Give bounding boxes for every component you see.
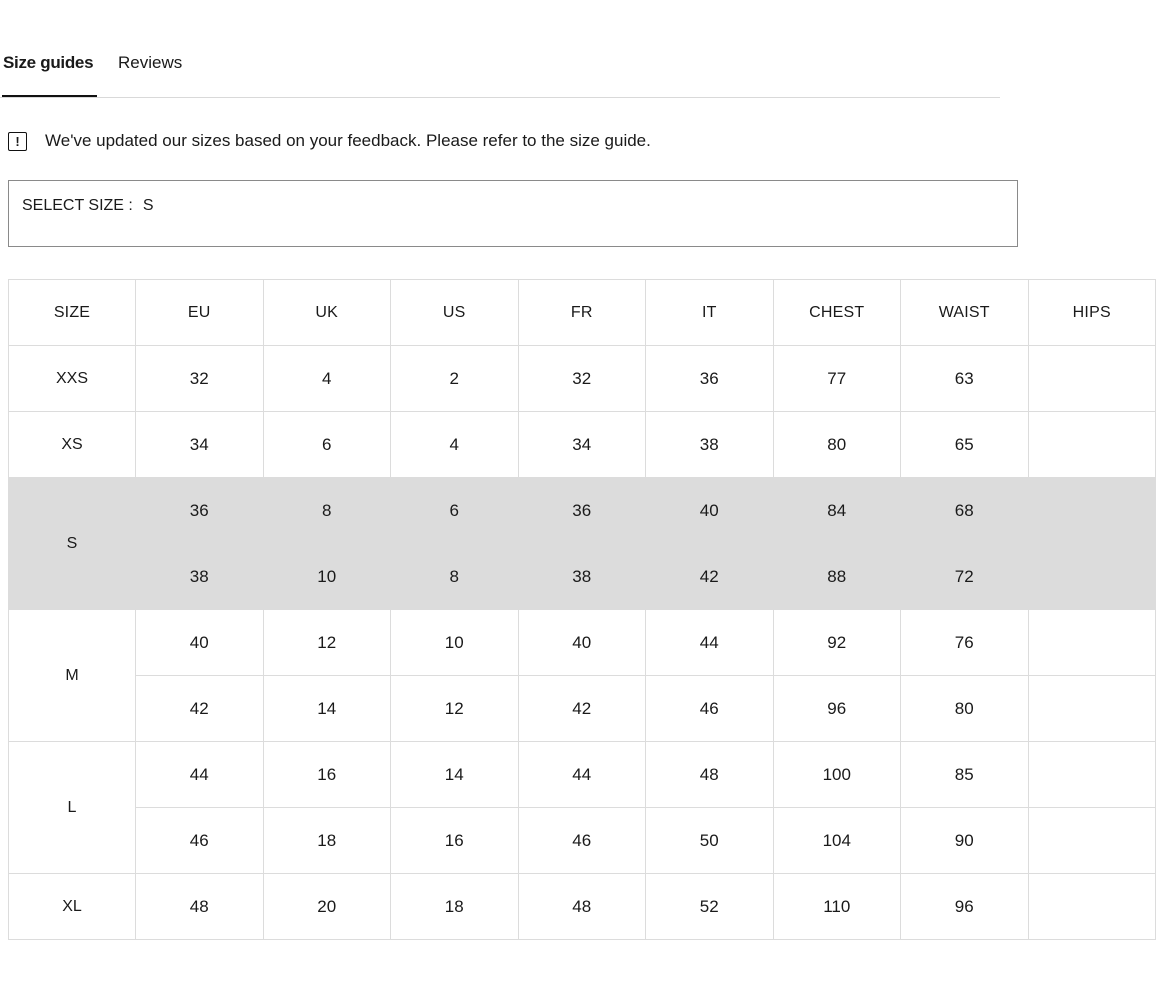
size-update-notice: [8, 129, 651, 153]
table-cell-eu: 32: [136, 346, 264, 412]
table-cell-fr: 42: [518, 676, 646, 742]
exclamation-icon: !: [8, 132, 27, 151]
table-cell-it: 42: [646, 544, 774, 610]
table-cell-us: 2: [391, 346, 519, 412]
table-cell-chest: 96: [773, 676, 901, 742]
table-cell-it: 38: [646, 412, 774, 478]
table-cell-chest: 84: [773, 478, 901, 544]
table-cell-hips: [1028, 742, 1156, 808]
table-cell-us: 4: [391, 412, 519, 478]
table-row: [9, 478, 1156, 544]
table-cell-fr: 36: [518, 478, 646, 544]
table-cell-eu: 42: [136, 676, 264, 742]
table-cell-uk: 8: [263, 478, 391, 544]
size-label-cell: S: [9, 478, 136, 610]
table-cell-waist: 80: [901, 676, 1029, 742]
table-cell-eu: 36: [136, 478, 264, 544]
column-header-waist: WAIST: [901, 280, 1029, 346]
table-row: [9, 610, 1156, 676]
table-cell-it: 48: [646, 742, 774, 808]
table-cell-eu: 44: [136, 742, 264, 808]
table-cell-waist: 72: [901, 544, 1029, 610]
table-cell-uk: 12: [263, 610, 391, 676]
table-cell-fr: 44: [518, 742, 646, 808]
table-cell-eu: 38: [136, 544, 264, 610]
column-header-eu: EU: [136, 280, 264, 346]
table-cell-eu: 46: [136, 808, 264, 874]
size-label-cell: L: [9, 742, 136, 874]
size-label-cell: XXS: [9, 346, 136, 412]
table-row: [9, 874, 1156, 940]
table-cell-eu: 34: [136, 412, 264, 478]
table-cell-waist: 68: [901, 478, 1029, 544]
table-cell-hips: [1028, 610, 1156, 676]
select-size-label: SELECT SIZE :: [22, 197, 133, 214]
table-cell-it: 52: [646, 874, 774, 940]
table-row: [9, 676, 1156, 742]
table-cell-fr: 38: [518, 544, 646, 610]
table-cell-uk: 14: [263, 676, 391, 742]
table-cell-uk: 16: [263, 742, 391, 808]
table-cell-waist: 90: [901, 808, 1029, 874]
table-cell-it: 40: [646, 478, 774, 544]
table-cell-chest: 77: [773, 346, 901, 412]
table-cell-chest: 100: [773, 742, 901, 808]
table-cell-chest: 110: [773, 874, 901, 940]
table-cell-uk: 4: [263, 346, 391, 412]
table-cell-eu: 40: [136, 610, 264, 676]
column-header-fr: FR: [518, 280, 646, 346]
table-cell-us: 16: [391, 808, 519, 874]
table-row: [9, 346, 1156, 412]
table-cell-us: 10: [391, 610, 519, 676]
column-header-uk: UK: [263, 280, 391, 346]
table-cell-chest: 92: [773, 610, 901, 676]
table-cell-us: 6: [391, 478, 519, 544]
size-label-cell: XL: [9, 874, 136, 940]
table-cell-waist: 96: [901, 874, 1029, 940]
table-row: [9, 808, 1156, 874]
column-header-us: US: [391, 280, 519, 346]
tab-reviews[interactable]: Reviews: [118, 53, 183, 72]
table-cell-chest: 104: [773, 808, 901, 874]
table-cell-waist: 85: [901, 742, 1029, 808]
select-size-value: S: [142, 197, 154, 214]
table-cell-uk: 20: [263, 874, 391, 940]
table-cell-hips: [1028, 874, 1156, 940]
table-cell-eu: 48: [136, 874, 264, 940]
table-cell-hips: [1028, 676, 1156, 742]
select-size-label-row: [22, 196, 154, 216]
size-chart-table: [8, 279, 1156, 940]
table-cell-chest: 88: [773, 544, 901, 610]
notice-text: We've updated our sizes based on your feedback. Please refer to the size guide.: [45, 131, 651, 150]
table-cell-us: 14: [391, 742, 519, 808]
table-cell-fr: 40: [518, 610, 646, 676]
table-cell-hips: [1028, 808, 1156, 874]
column-header-chest: CHEST: [773, 280, 901, 346]
table-cell-waist: 65: [901, 412, 1029, 478]
table-row: [9, 742, 1156, 808]
table-cell-it: 50: [646, 808, 774, 874]
table-cell-uk: 10: [263, 544, 391, 610]
column-header-size: SIZE: [9, 280, 136, 346]
table-cell-us: 12: [391, 676, 519, 742]
table-cell-it: 44: [646, 610, 774, 676]
table-cell-uk: 18: [263, 808, 391, 874]
table-cell-fr: 46: [518, 808, 646, 874]
table-cell-it: 36: [646, 346, 774, 412]
table-cell-waist: 63: [901, 346, 1029, 412]
table-cell-fr: 48: [518, 874, 646, 940]
table-cell-fr: 32: [518, 346, 646, 412]
table-cell-it: 46: [646, 676, 774, 742]
size-label-cell: M: [9, 610, 136, 742]
column-header-hips: HIPS: [1028, 280, 1156, 346]
table-cell-hips: [1028, 478, 1156, 544]
tab-bar: [0, 0, 1000, 98]
table-cell-hips: [1028, 346, 1156, 412]
table-cell-hips: [1028, 544, 1156, 610]
table-cell-hips: [1028, 412, 1156, 478]
size-label-cell: XS: [9, 412, 136, 478]
tab-size-guides[interactable]: Size guides: [3, 53, 94, 72]
table-cell-us: 18: [391, 874, 519, 940]
table-cell-us: 8: [391, 544, 519, 610]
table-header-row: [9, 280, 1156, 346]
table-row: [9, 544, 1156, 610]
table-row: [9, 412, 1156, 478]
column-header-it: IT: [646, 280, 774, 346]
table-cell-uk: 6: [263, 412, 391, 478]
table-cell-waist: 76: [901, 610, 1029, 676]
select-size-dropdown[interactable]: [8, 180, 1018, 247]
table-cell-fr: 34: [518, 412, 646, 478]
table-cell-chest: 80: [773, 412, 901, 478]
